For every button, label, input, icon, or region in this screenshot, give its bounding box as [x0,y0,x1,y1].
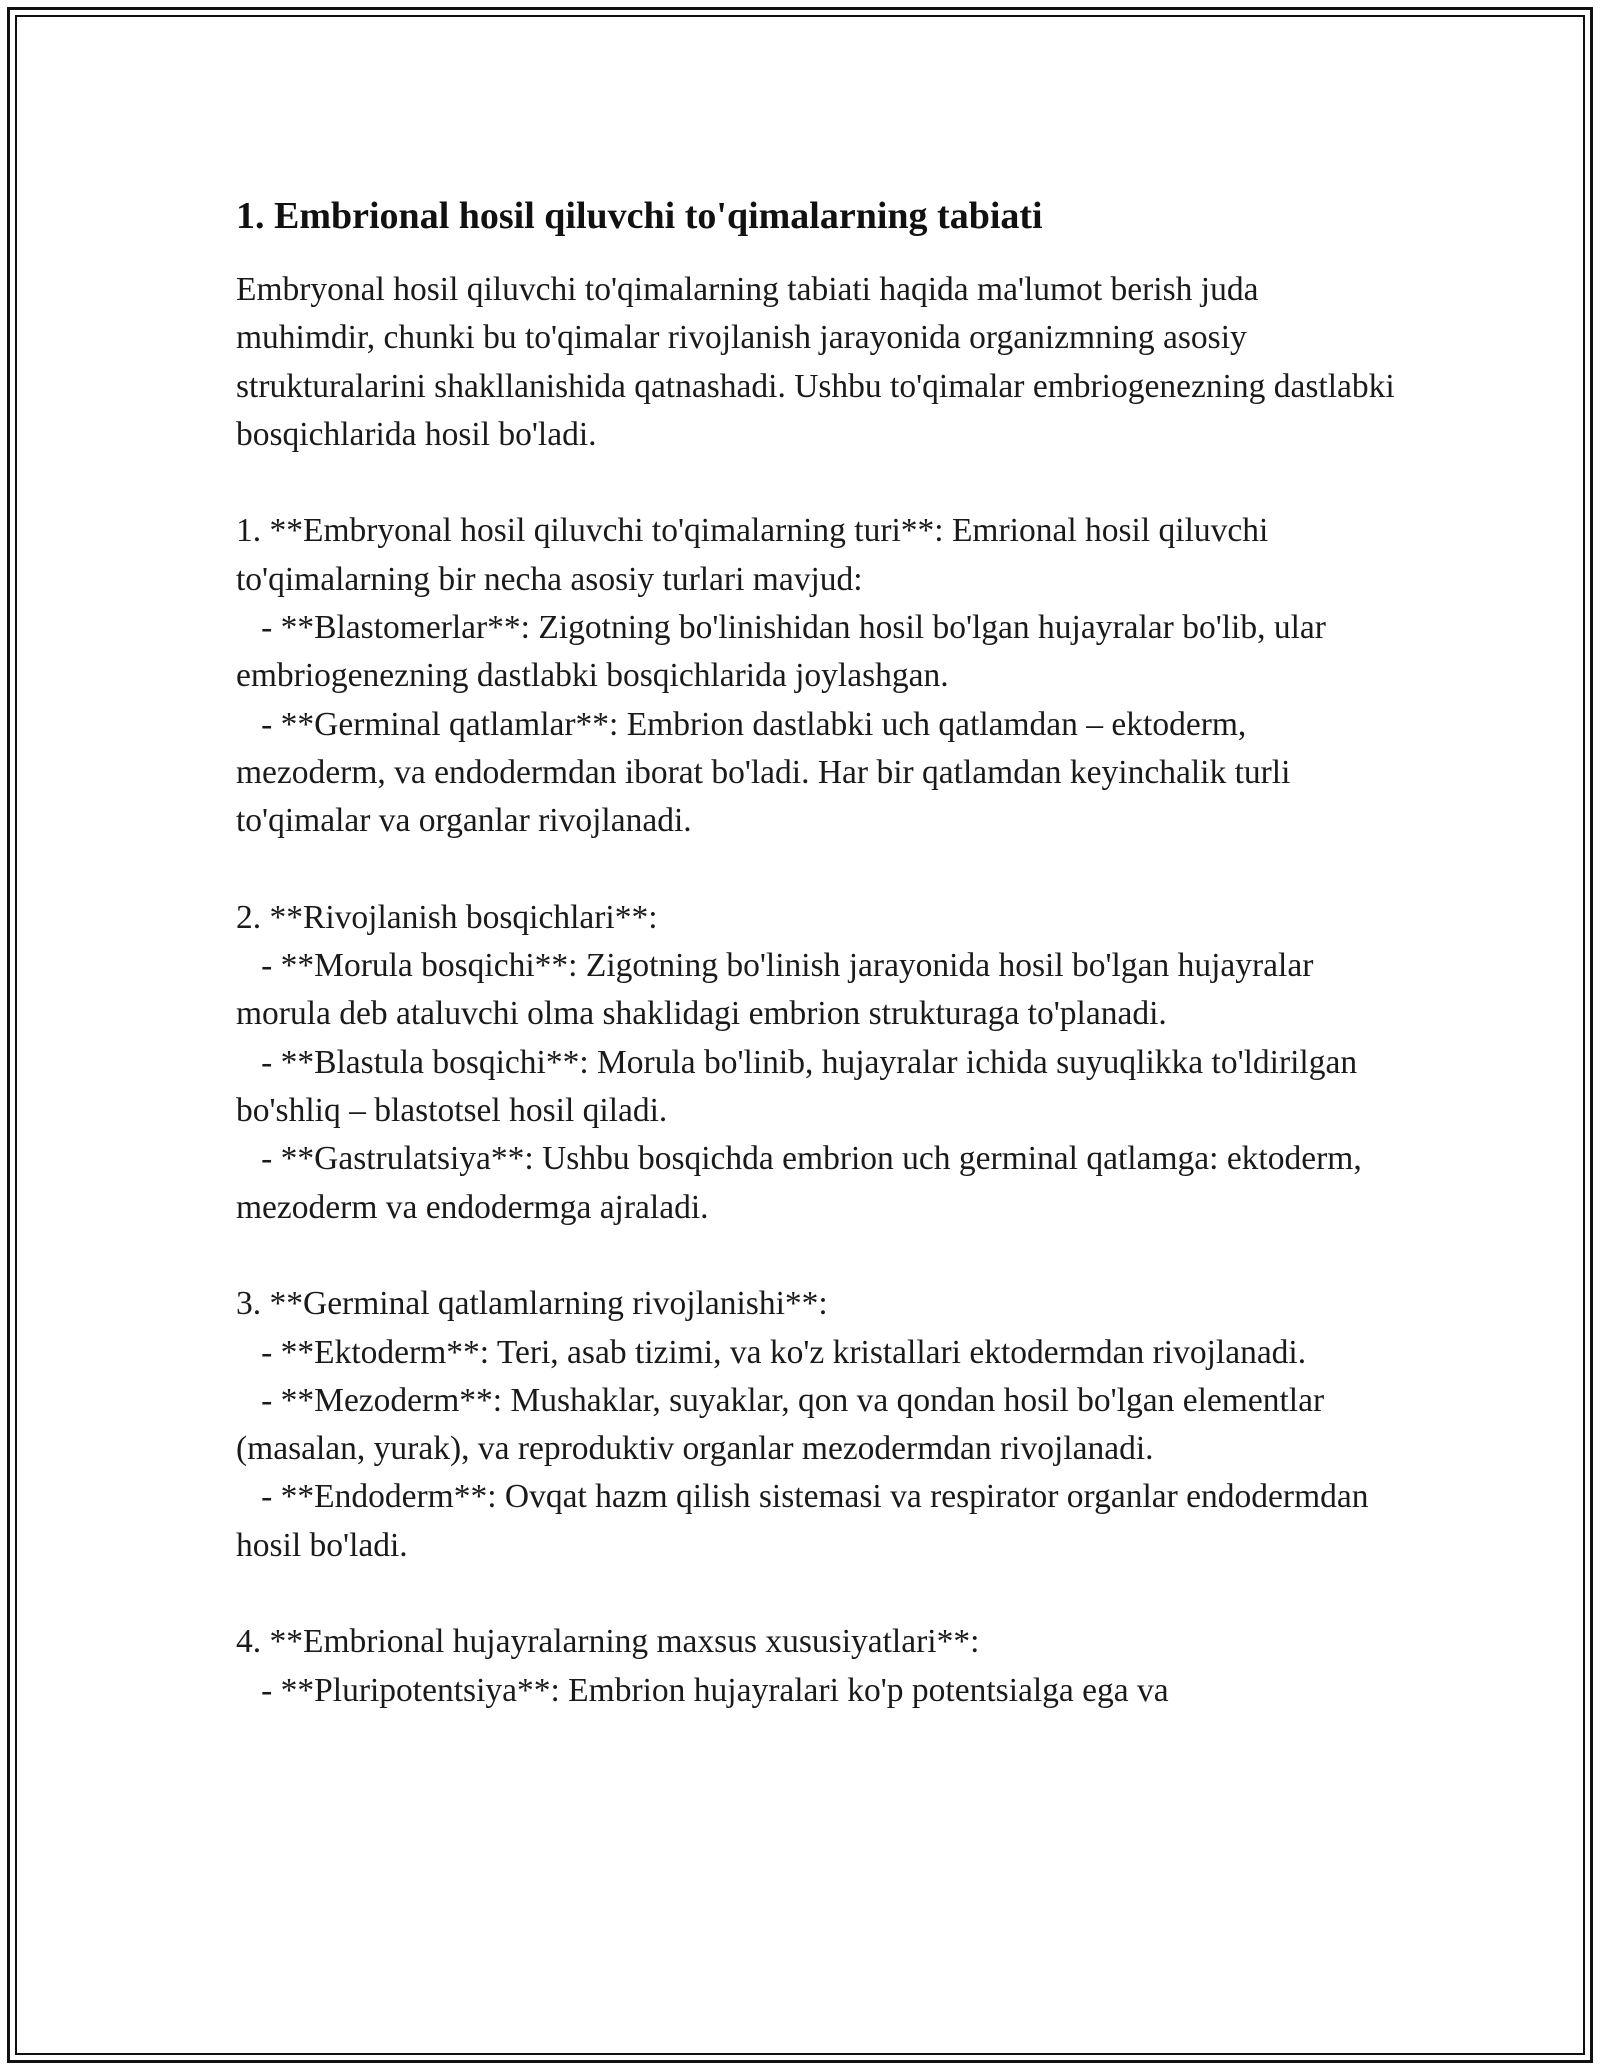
document-content [236,180,1396,1715]
document-body [236,266,1396,1715]
list-item: - **Gastrulatsiya**: Ushbu bosqichda embrion uch germinal qatlamga: ektoderm, mezoderm va endodermga ajraladi. [236,1140,1362,1226]
list-item: - **Endoderm**: Ovqat hazm qilish sistemasi va respirator organlar endodermdan hosil bo'ladi. [236,1478,1369,1564]
list-item: - **Blastula bosqichi**: Morula bo'linib, hujayralar ichida suyuqlikka to'ldirilgan bo'shliq – blastotsel hosil qiladi. [236,1043,1358,1130]
list-item: - **Germinal qatlamlar**: Embrion dastlabki uch qatlamdan – ektoderm, mezoderm, va endodermdan iborat bo'ladi. Har bir qatlamdan keyinchalik turli to'qimalar va organlar rivojlanadi. [236,705,1291,840]
section-heading: 4. **Embrional hujayralarning maxsus xususiyatlari**: [236,1623,980,1661]
section-4 [236,1618,1396,1715]
section-heading: 2. **Rivojlanish bosqichlari**: [236,898,658,936]
list-item: - **Morula bosqichi**: Zigotning bo'linish jarayonida hosil bo'lgan hujayralar morula deb ataluvchi olma shaklidagi embrion strukturaga to'planadi. [236,947,1314,1033]
section-heading: 3. **Germinal qatlamlarning rivojlanishi**: [236,1285,828,1323]
list-item: - **Ektoderm**: Teri, asab tizimi, va ko'z kristallari ektodermdan rivojlanadi. [261,1333,1307,1371]
paragraph-spacer [236,1232,1396,1280]
paragraph-spacer [236,459,1396,507]
list-item: - **Pluripotentsiya**: Embrion hujayralari ko'p potentsialga ega va [261,1671,1169,1709]
paragraph-spacer [236,1570,1396,1618]
list-item: - **Blastomerlar**: Zigotning bo'linishidan hosil bo'lgan hujayralar bo'lib, ular embriogenezning dastlabki bosqichlarida joylashgan. [236,609,1326,695]
section-2 [236,894,1396,1232]
intro-paragraph: Embryonal hosil qiluvchi to'qimalarning tabiati haqida ma'lumot berish juda muhimdir, chunki bu to'qimalar rivojlanish jarayonida organizmning asosiy strukturalarini shakllanishida qatnashadi. Ushbu to'qimalar embriogenezning dastlabki bosqichlarida hosil bo'ladi. [236,271,1395,453]
section-heading: 1. **Embryonal hosil qiluvchi to'qimalarning turi**: Emrional hosil qiluvchi to'qimalarning bir necha asosiy turlari mavjud: [236,512,1269,598]
document-title: 1. Embrional hosil qiluvchi to'qimalarning tabiati [236,195,1043,237]
list-item: - **Mezoderm**: Mushaklar, suyaklar, qon va qondan hosil bo'lgan elementlar (masalan, yurak), va reproduktiv organlar mezodermdan rivojlanadi. [236,1381,1325,1468]
section-1 [236,507,1396,845]
paragraph-spacer [236,846,1396,894]
section-3 [236,1280,1396,1570]
